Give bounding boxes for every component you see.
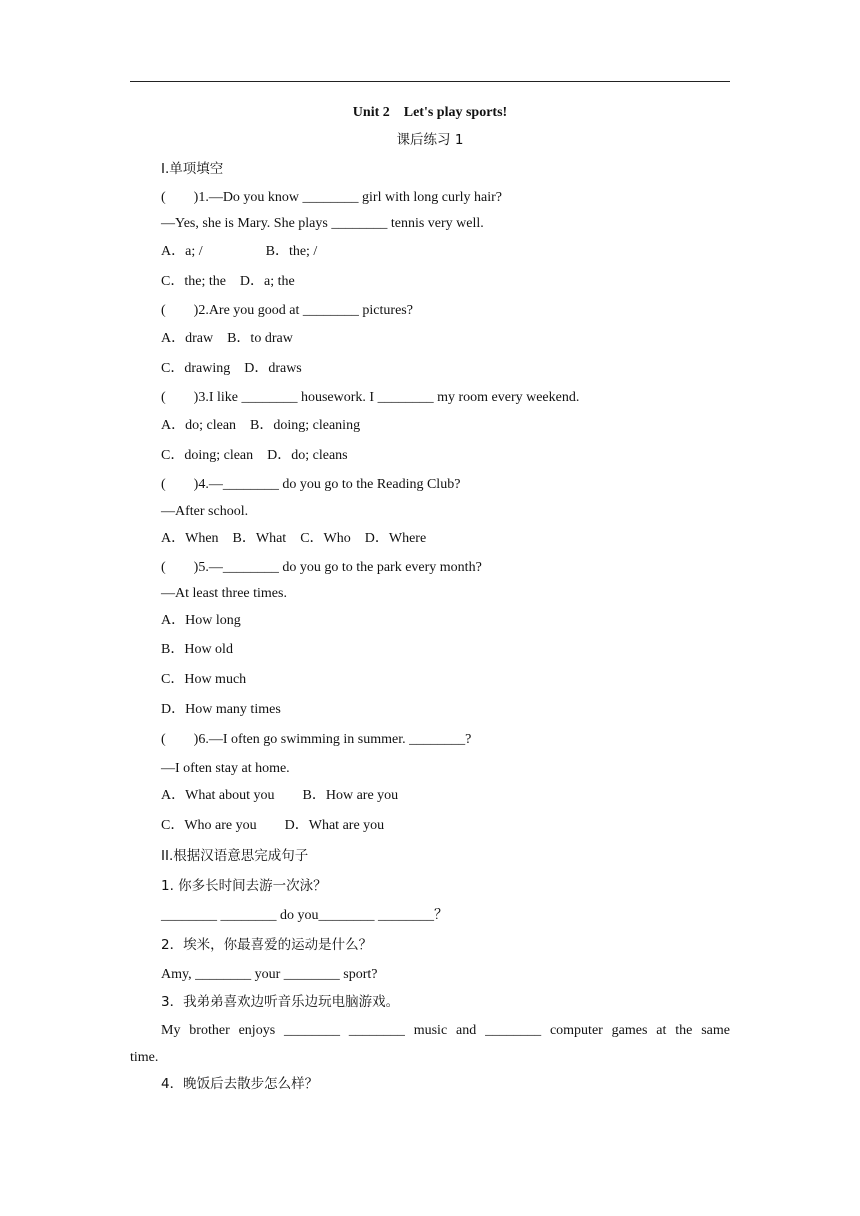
page-title: Unit 2 Let's play sports! (352, 105, 508, 120)
question-1-line-2: —Yes, she is Mary. She plays ________ tennis very well. (161, 216, 484, 231)
question-1-options-ab: A．a; / B．the; / (161, 244, 318, 259)
question-4: ( )4.—________ do you go to the Reading Club? (161, 477, 461, 492)
sentence-2-answer: Amy, ________ your ________ sport? (161, 967, 378, 982)
question-4-options: A．When B．What C．Who D．Where (161, 531, 427, 546)
question-6-options-cd: C．Who are you D．What are you (161, 818, 385, 833)
question-1-options-cd: C．the; the D．a; the (161, 274, 295, 289)
question-5-option-d: D．How many times (161, 702, 281, 717)
question-2: ( )2.Are you good at ________ pictures? (161, 303, 413, 318)
question-5-line-2: —At least three times. (161, 586, 287, 601)
question-3: ( )3.I like ________ housework. I ________ my room every weekend. (161, 390, 580, 405)
section-2-heading: II.根据汉语意思完成句子 (161, 848, 309, 864)
sentence-4-prompt: 4．晚饭后去散步怎么样？ (161, 1076, 319, 1092)
question-5: ( )5.—________ do you go to the park every month? (161, 560, 482, 575)
question-2-options-cd: C．drawing D．draws (161, 361, 302, 376)
question-5-option-b: B．How old (161, 642, 233, 657)
sentence-1-prompt: 1. 你多长时间去游一次泳？ (161, 878, 327, 894)
question-5-option-a: A．How long (161, 613, 241, 628)
question-6-line-2: —I often stay at home. (161, 761, 290, 776)
question-3-options-cd: C．doing; clean D．do; cleans (161, 448, 348, 463)
page-subtitle: 课后练习 1 (396, 132, 464, 148)
question-2-options-ab: A．draw B．to draw (161, 331, 293, 346)
header-rule (130, 81, 730, 82)
question-1: ( )1.—Do you know ________ girl with long curly hair? (161, 190, 503, 205)
question-4-line-2: —After school. (161, 504, 249, 519)
sentence-2-prompt: 2．埃米，你最喜爱的运动是什么？ (161, 937, 373, 953)
sentence-3-answer-continued: time. (130, 1050, 159, 1065)
question-5-option-c: C．How much (161, 672, 247, 687)
question-6-options-ab: A．What about you B．How are you (161, 788, 399, 803)
question-3-options-ab: A．do; clean B．doing; cleaning (161, 418, 361, 433)
sentence-1-answer: ________ ________ do you________ ________？ (161, 908, 448, 923)
sentence-3-prompt: 3．我弟弟喜欢边听音乐边玩电脑游戏。 (161, 994, 400, 1010)
sentence-3-answer: My brother enjoys ________ ________ music and ________ computer games at the same (161, 1023, 730, 1038)
section-1-heading: I.单项填空 (161, 161, 224, 177)
question-6: ( )6.—I often go swimming in summer. ________? (161, 732, 472, 747)
